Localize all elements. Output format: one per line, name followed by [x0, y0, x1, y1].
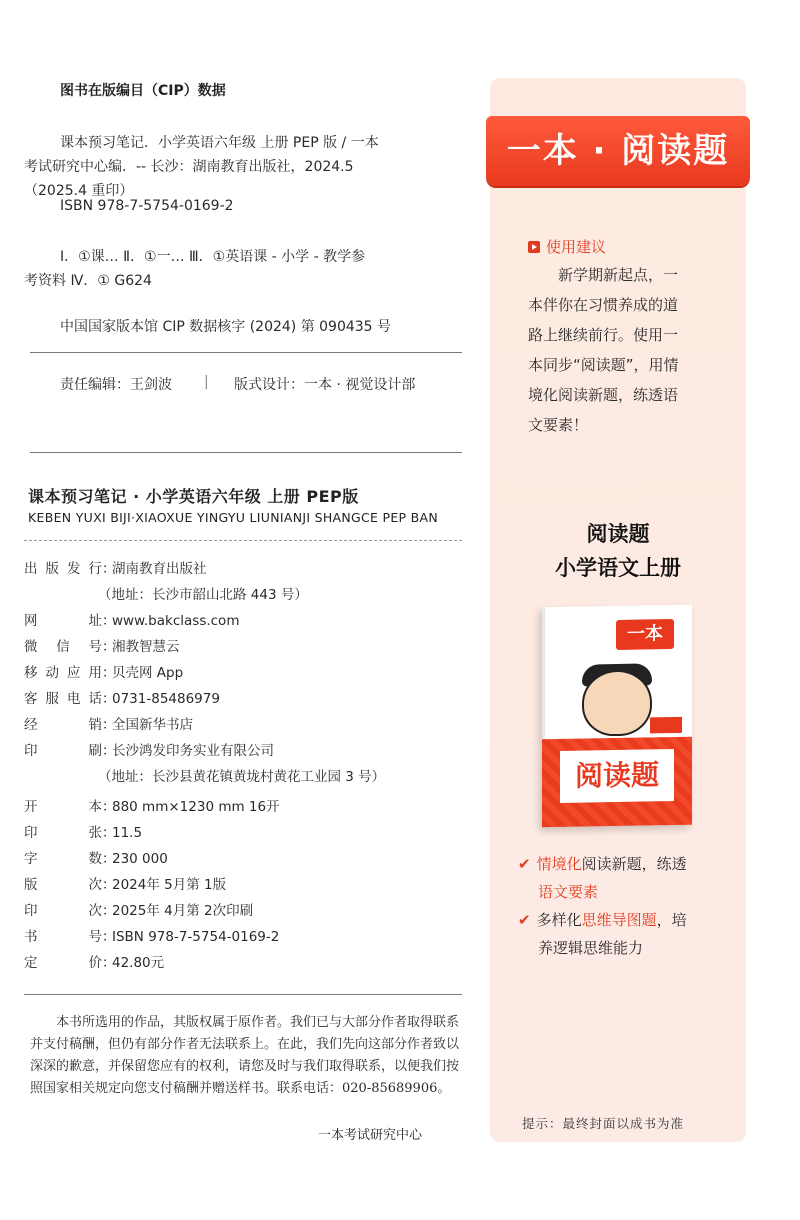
product-subtitle: 小学语文上册: [555, 556, 681, 580]
responsible-editor: 责任编辑：王剑波: [60, 377, 172, 393]
pub-value: 2024年 5月第 1版: [112, 877, 227, 893]
pub-row-website: 网址：www.bakclass.com: [24, 610, 239, 632]
pub-row-wordcount: 字数：230 000: [24, 848, 168, 870]
pub-label: 印刷: [24, 743, 102, 759]
pub-value: 长沙鸿发印务实业有限公司: [112, 743, 274, 759]
divider-line: [24, 994, 462, 995]
pub-value: 230 000: [112, 851, 168, 867]
product-title: 阅读题: [586, 522, 650, 546]
pub-value: 880 mm×1230 mm 16开: [112, 799, 280, 815]
pub-row-printing: 印次：2025年 4月第 2次印刷: [24, 900, 253, 922]
cip-isbn: ISBN 978-7-5754-0169-2: [60, 198, 234, 214]
feature-item-2: [518, 906, 687, 962]
pub-row-distributor: 经销：全国新华书店: [24, 714, 193, 736]
cip-class-2: 考资料 Ⅳ．① G624: [24, 273, 152, 289]
cover-badge: [650, 717, 682, 734]
tip-line: 本同步“阅读题”，用情: [528, 356, 679, 374]
divider-line: [30, 452, 462, 453]
pub-row-wechat: 微信号：湘教智慧云: [24, 636, 180, 658]
usage-tip-heading: [528, 236, 606, 257]
cover-disclaimer: 提示：最终封面以成书为准: [522, 1116, 685, 1131]
pub-label: 版次: [24, 877, 102, 893]
divider-line: [24, 540, 462, 541]
pub-label: 字数: [24, 851, 102, 867]
pub-value: 全国新华书店: [112, 717, 193, 733]
pub-value: 贝壳网 App: [112, 665, 184, 681]
credit-divider: |: [204, 374, 209, 390]
copyright-text: 本书所选用的作品，其版权属于原作者。我们已与大部分作者取得联系并支付稿酬，但仍有部分作者无法联系上。在此，我们先向这部分作者致以深深的歉意，并保留您应有的权利，请您及时与我们取得联系，以便我们按照国家相关规定向您支付稿酬并赠送样书。联系电话：020-85689906。: [30, 1015, 460, 1096]
cip-class-1: Ⅰ．①课… Ⅱ．①一… Ⅲ．①英语课 - 小学 - 教学参: [60, 249, 366, 265]
pub-label: 移动应用: [24, 665, 102, 681]
cover-character-face: [582, 669, 652, 736]
cip-line-2: 考试研究中心编．-- 长沙：湖南教育出版社，2024.5: [24, 159, 354, 175]
divider-line: [30, 352, 462, 353]
pub-label: 经销: [24, 717, 102, 733]
cover-title: 阅读题: [560, 749, 674, 803]
tip-line: 新学期新起点，一: [558, 266, 679, 284]
feature-text: 多样化: [536, 911, 582, 929]
pub-label: 网址: [24, 613, 102, 629]
tip-line: 境化阅读新题，练透语: [528, 386, 679, 404]
pub-row-app: 移动应用：贝壳网 App: [24, 662, 183, 684]
pub-value: 湖南教育出版社: [112, 561, 207, 577]
pub-value: 42.80元: [112, 955, 165, 971]
play-icon: [528, 241, 540, 253]
cip-line-3: （2025.4 重印）: [24, 183, 134, 199]
pub-row-isbn: 书号：ISBN 978-7-5754-0169-2: [24, 926, 279, 948]
cip-data-number: 中国国家版本馆 CIP 数据核字 (2024) 第 090435 号: [60, 319, 392, 335]
feature-text: 阅读新题，练透: [581, 855, 687, 873]
pub-value: ISBN 978-7-5754-0169-2: [112, 929, 280, 945]
pub-row-edition: 版次：2024年 5月第 1版: [24, 874, 226, 896]
tip-line: 文要素！: [528, 416, 589, 434]
pub-label: 出版发行: [24, 561, 102, 577]
pub-value: 11.5: [112, 825, 143, 841]
pub-label: 客服电话: [24, 691, 102, 707]
layout-designer: 版式设计：一本 · 视觉设计部: [234, 377, 416, 393]
pub-label: 印张: [24, 825, 102, 841]
pub-row-printer-address: （地址：长沙县黄花镇黄垅村黄花工业园 3 号）: [98, 769, 386, 785]
book-title-en: KEBEN YUXI BIJI·XIAOXUE YINGYU LIUNIANJI SHANGCE PEP BAN: [28, 510, 439, 525]
feature-highlight: 语文要素: [538, 883, 599, 901]
pub-row-sheets: 印张：11.5: [24, 822, 142, 844]
copyright-signature: 一本考试研究中心: [318, 1128, 423, 1143]
feature-highlight: 情境化: [536, 855, 582, 873]
pub-value: www.bakclass.com: [112, 613, 240, 629]
pub-label: 书号: [24, 929, 102, 945]
cip-title: 图书在版编目（CIP）数据: [60, 83, 226, 99]
pub-label: 定价: [24, 955, 102, 971]
check-icon: ✔: [518, 911, 531, 929]
book-cover-image: [542, 605, 692, 828]
pub-label: 开本: [24, 799, 102, 815]
pub-row-printer: 印刷：长沙鸿发印务实业有限公司: [24, 740, 274, 762]
usage-tip-body: [528, 260, 728, 440]
pub-label: 印次: [24, 903, 102, 919]
tip-line: 本伴你在习惯养成的道: [528, 296, 679, 314]
copyright-notice: [30, 1012, 466, 1100]
pub-label: 微信号: [24, 639, 102, 655]
book-title-cn: 课本预习笔记 · 小学英语六年级 上册 PEP版: [28, 487, 359, 506]
pub-row-publisher-address: （地址：长沙市韶山北路 443 号）: [98, 587, 308, 603]
pub-value: 0731-85486979: [112, 691, 220, 707]
pub-row-publisher: 出版发行：湖南教育出版社: [24, 558, 207, 580]
tip-line: 路上继续前行。使用一: [528, 326, 679, 344]
cover-logo: 一本: [616, 619, 674, 650]
feature-text: ，培: [656, 911, 687, 929]
promo-banner: 一本 · 阅读题: [486, 116, 750, 186]
cip-line-1: 课本预习笔记．小学英语六年级 上册 PEP 版 / 一本: [60, 135, 379, 151]
check-icon: ✔: [518, 855, 531, 873]
pub-row-price: 定价：42.80元: [24, 952, 164, 974]
feature-item-1: [518, 850, 687, 906]
pub-value: 湘教智慧云: [112, 639, 180, 655]
feature-text: 养逻辑思维能力: [538, 939, 644, 957]
pub-value: 2025年 4月第 2次印刷: [112, 903, 254, 919]
feature-highlight: 思维导图题: [581, 911, 657, 929]
pub-row-phone: 客服电话：0731-85486979: [24, 688, 220, 710]
usage-tip-label: 使用建议: [546, 238, 607, 256]
pub-row-format: 开本：880 mm×1230 mm 16开: [24, 796, 280, 818]
